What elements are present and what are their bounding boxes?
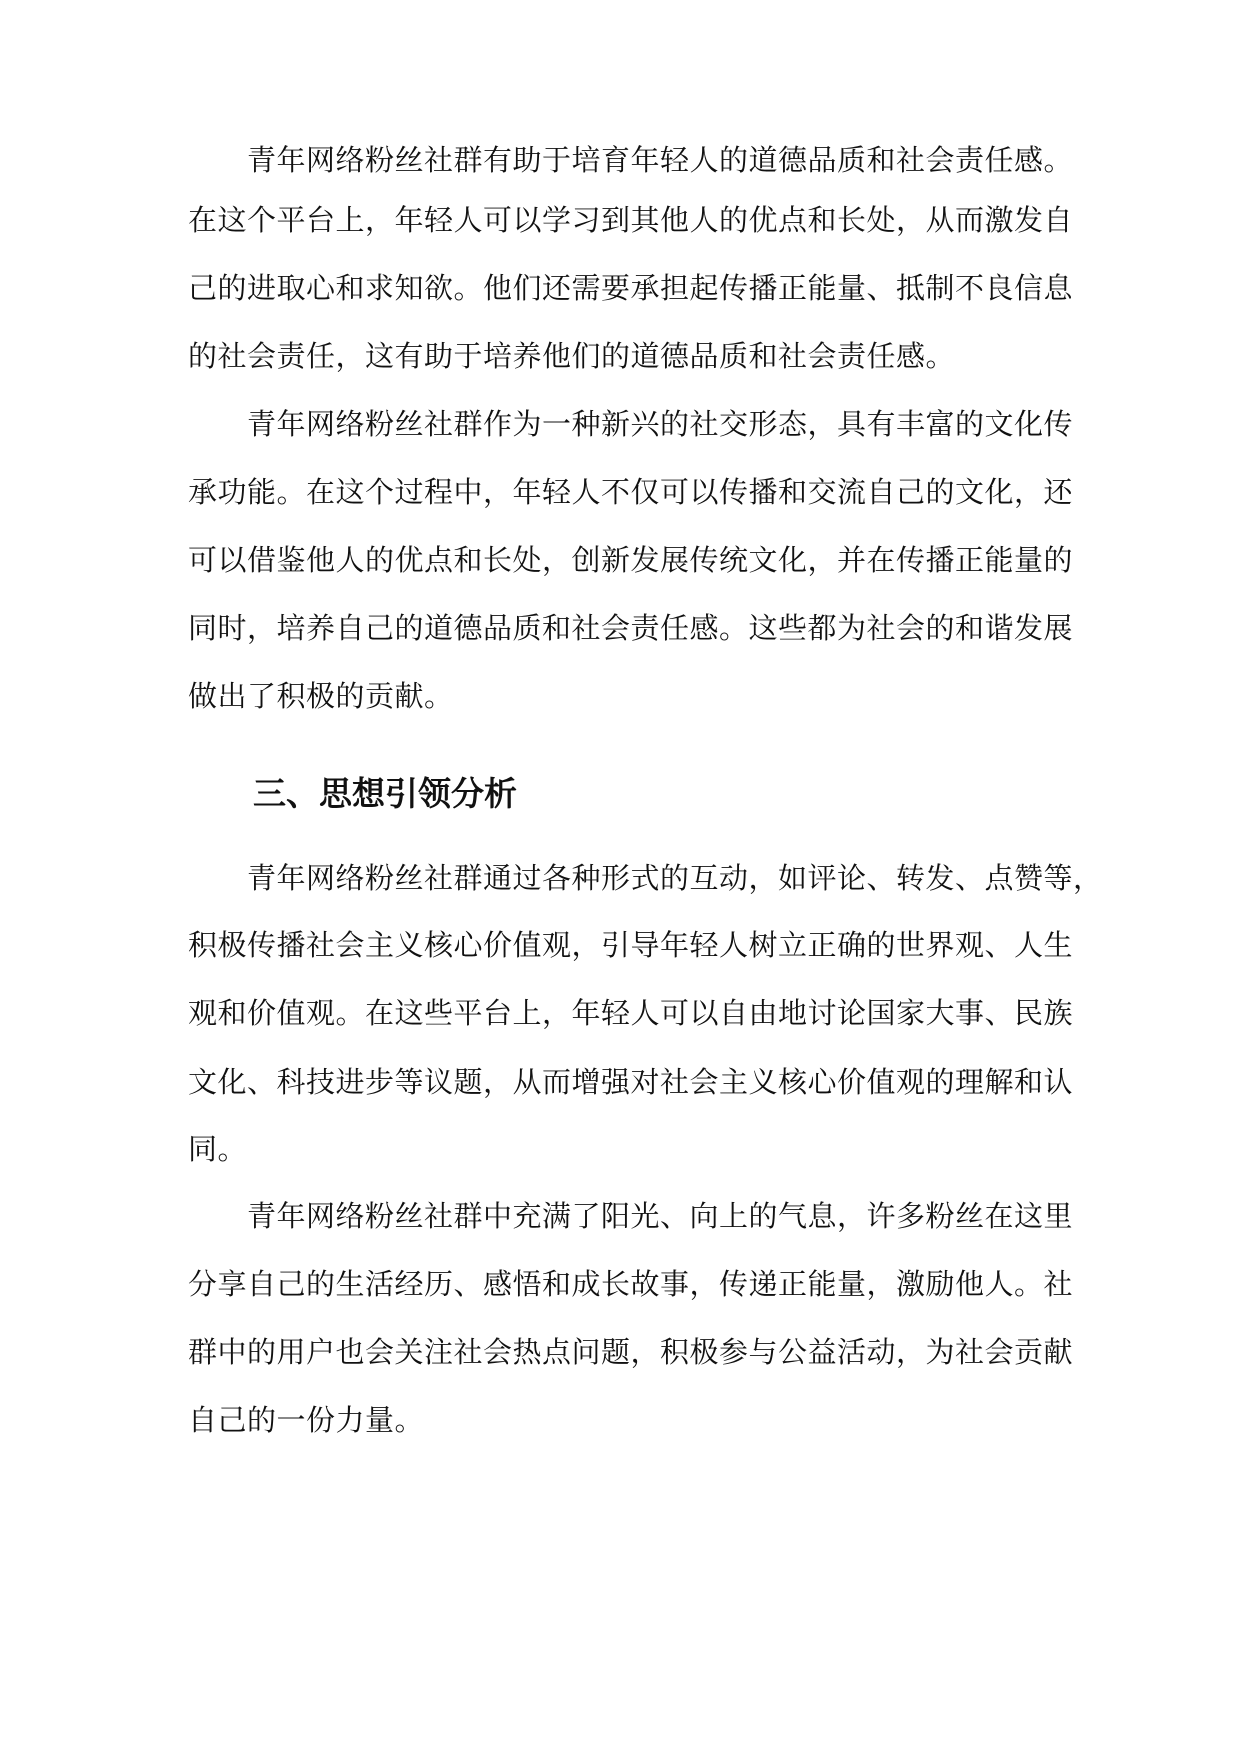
paragraph-3-line-4: 文化、科技进步等议题，从而增强对社会主义核心价值观的理解和认 [188, 1065, 1074, 1099]
paragraph-1-line-3: 己的进取心和求知欲。他们还需要承担起传播正能量、抵制不良信息 [188, 271, 1074, 305]
paragraph-2-line-2: 承功能。在这个过程中，年轻人不仅可以传播和交流自己的文化，还 [188, 475, 1074, 509]
section-heading: 三、思想引领分析 [253, 774, 517, 813]
paragraph-2-line-3: 可以借鉴他人的优点和长处，创新发展传统文化，并在传播正能量的 [188, 543, 1074, 577]
paragraph-3-line-5: 同。 [188, 1132, 248, 1166]
paragraph-3-line-2: 积极传播社会主义核心价值观，引导年轻人树立正确的世界观、人生 [188, 928, 1074, 962]
paragraph-4-line-4: 自己的一份力量。 [188, 1403, 425, 1437]
paragraph-3-line-3: 观和价值观。在这些平台上，年轻人可以自由地讨论国家大事、民族 [188, 996, 1074, 1030]
paragraph-1-line-1: 青年网络粉丝社群有助于培育年轻人的道德品质和社会责任感。 [247, 143, 1074, 177]
paragraph-4-line-2: 分享自己的生活经历、感悟和成长故事，传递正能量，激励他人。社 [188, 1267, 1074, 1301]
paragraph-4-line-1: 青年网络粉丝社群中充满了阳光、向上的气息，许多粉丝在这里 [247, 1199, 1074, 1233]
paragraph-2-line-1: 青年网络粉丝社群作为一种新兴的社交形态，具有丰富的文化传 [247, 407, 1074, 441]
paragraph-2-line-4: 同时，培养自己的道德品质和社会责任感。这些都为社会的和谐发展 [188, 611, 1074, 645]
paragraph-3-line-1: 青年网络粉丝社群通过各种形式的互动，如评论、转发、点赞等， [247, 861, 1103, 895]
paragraph-1-line-2: 在这个平台上，年轻人可以学习到其他人的优点和长处，从而激发自 [188, 203, 1074, 237]
paragraph-2-line-5: 做出了积极的贡献。 [188, 679, 454, 713]
paragraph-1-line-4: 的社会责任，这有助于培养他们的道德品质和社会责任感。 [188, 339, 956, 373]
paragraph-4-line-3: 群中的用户也会关注社会热点问题，积极参与公益活动，为社会贡献 [188, 1335, 1074, 1369]
